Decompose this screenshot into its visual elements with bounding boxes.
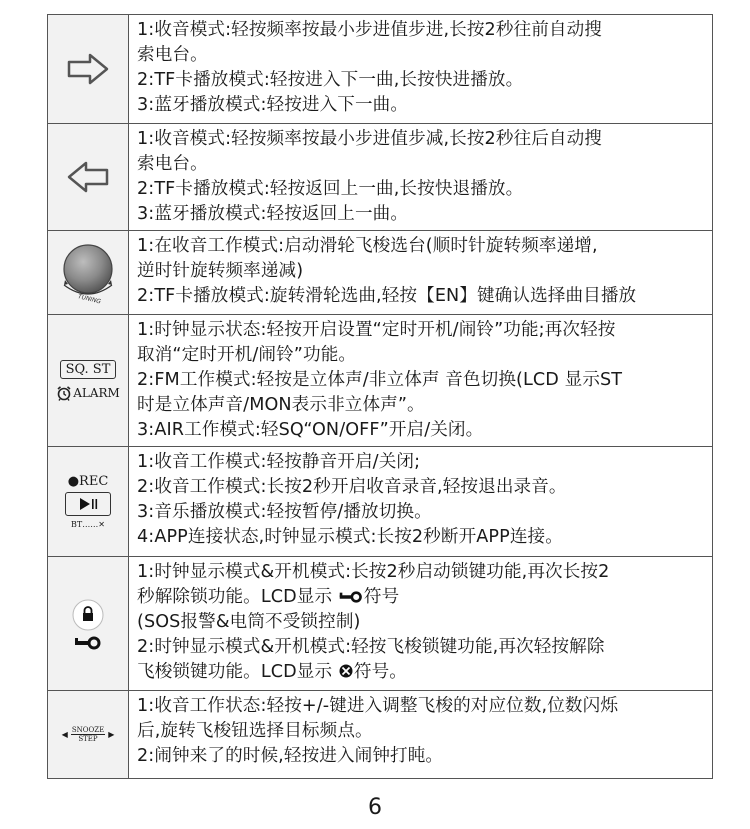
snooze-step-button-icon: ◀ SNOOZE STEP ▶ [61, 726, 115, 743]
description-line: 1:时钟显示状态:轻按开启设置“定时开机/闹铃”功能;再次轻按 [137, 320, 616, 340]
description-text: 符号 [363, 587, 400, 607]
description-line [137, 660, 708, 685]
description-line: 2:FM工作模式:轻按是立体声/非立体声 音色切换(LCD 显示ST [137, 370, 623, 390]
description-line: 取消“定时开机/闹铃”功能。 [137, 345, 357, 365]
table-row [48, 557, 713, 691]
right-arrow-button-icon [66, 52, 110, 86]
play-pause-icon [77, 497, 99, 511]
description-line: 3:蓝牙播放模式:轻按进入下一曲。 [137, 95, 409, 115]
lock-button-icon [71, 598, 105, 632]
icon-cell [48, 447, 129, 557]
description-line: 2:TF卡播放模式:轻按返回上一曲,长按快退播放。 [137, 179, 524, 199]
alarm-clock-icon [56, 385, 72, 401]
description-line: 1:收音模式:轻按频率按最小步进值步进,长按2秒往前自动搜 [137, 20, 602, 40]
description-line: 后,旋转飞梭钮选择目标频点。 [137, 721, 373, 741]
description-cell [129, 315, 713, 447]
sq-st-label: SQ. ST [60, 360, 117, 379]
description-cell [129, 15, 713, 124]
knob-lock-symbol-icon [338, 663, 354, 679]
description-cell [129, 231, 713, 315]
snooze-label: SNOOZE [71, 726, 105, 734]
table-row [48, 15, 713, 124]
tuning-label: TUNING [77, 292, 102, 306]
description-line: 1:在收音工作模式:启动滑轮飞梭选台(顺时针旋转频率递增, [137, 236, 598, 256]
table-row [48, 447, 713, 557]
description-line: 2:TF卡播放模式:旋转滑轮选曲,轻按【EN】键确认选择曲目播放 [137, 286, 637, 306]
description-cell [129, 557, 713, 691]
table-row [48, 231, 713, 315]
tuning-knob-icon [56, 239, 120, 307]
table-row [48, 124, 713, 231]
description-line: 3:AIR工作模式:轻SQ“ON/OFF”开启/关闭。 [137, 420, 484, 440]
icon-cell [48, 15, 129, 124]
description-line: 4:APP连接状态,时钟显示模式:长按2秒断开APP连接。 [137, 527, 563, 547]
description-text: 符号。 [353, 662, 407, 682]
description-line: 1:时钟显示模式&开机模式:长按2秒启动锁键功能,再次长按2 [137, 562, 610, 582]
description-line: 2:闹钟来了的时候,轻按进入闹钟打盹。 [137, 746, 444, 766]
alarm-label: ALARM [73, 386, 120, 400]
description-line: 索电台。 [137, 154, 208, 174]
rec-label: ●REC [67, 474, 109, 489]
description-line: 3:蓝牙播放模式:轻按返回上一曲。 [137, 204, 409, 224]
description-line: 3:音乐播放模式:轻按暂停/播放切换。 [137, 502, 432, 522]
left-arrow-button-icon [66, 160, 110, 194]
description-text: 飞梭锁键功能。LCD显示 [137, 662, 333, 682]
description-line: 1:收音模式:轻按频率按最小步进值步减,长按2秒往后自动搜 [137, 129, 602, 149]
icon-cell [48, 691, 129, 779]
sq-st-alarm-button-icon [48, 360, 128, 401]
key-icon [73, 636, 103, 650]
table-row [48, 691, 713, 779]
description-line: 逆时针旋转频率递减) [137, 261, 304, 281]
description-line: (SOS报警&电筒不受锁控制) [137, 612, 361, 632]
icon-cell [48, 231, 129, 315]
description-line: 2:TF卡播放模式:轻按进入下一曲,长按快进播放。 [137, 70, 524, 90]
bt-label: BT……✕ [71, 520, 105, 529]
page-number: 6 [368, 795, 382, 820]
description-cell [129, 124, 713, 231]
description-line: 时是立体声音/MON表示非立体声”。 [137, 395, 425, 415]
key-symbol-icon [338, 590, 364, 604]
description-line: 2:收音工作模式:长按2秒开启收音录音,轻按退出录音。 [137, 477, 567, 497]
icon-cell [48, 315, 129, 447]
description-line: 2:时钟显示模式&开机模式:轻按飞梭锁键功能,再次轻按解除 [137, 637, 605, 657]
description-line [137, 585, 708, 610]
icon-cell [48, 557, 129, 691]
description-line: 1:收音工作模式:轻按静音开启/关闭; [137, 452, 421, 472]
function-table [47, 14, 713, 779]
icon-cell [48, 124, 129, 231]
description-text: 秒解除锁功能。LCD显示 [137, 587, 333, 607]
step-label: STEP [78, 735, 98, 743]
description-line: 1:收音工作状态:轻按+/-键进入调整飞梭的对应位数,位数闪烁 [137, 696, 619, 716]
description-line: 索电台。 [137, 45, 208, 65]
rec-play-pause-button-icon [48, 474, 128, 529]
description-cell [129, 447, 713, 557]
description-cell [129, 691, 713, 779]
lock-key-button-icon [48, 598, 128, 650]
table-row [48, 315, 713, 447]
